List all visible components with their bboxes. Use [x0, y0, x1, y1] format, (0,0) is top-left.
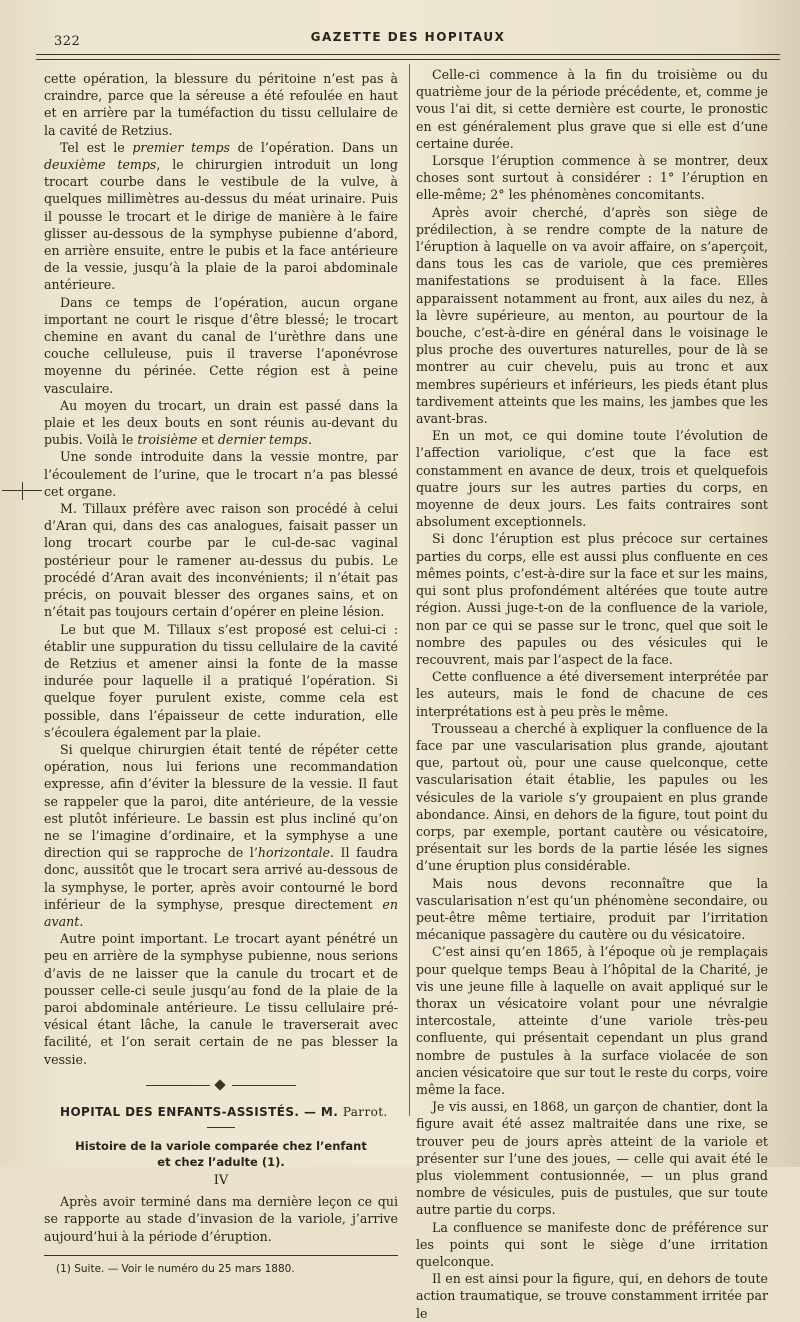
- paragraph: M. Tillaux préfère avec raison son procédé à celui d’Aran qui, dans des cas analogues, faisait passer un long trocart courbe par le cul-de-sac vaginal postérieur pour le ramener au-dessus du pubis. Le procédé d’Aran avait des inconvénients; il n’était pas précis, on pouvait blesser des organes sains, et on n’était pas toujours certain d’opérer en pleine lésion.: [44, 501, 398, 620]
- header-rule: [36, 54, 780, 60]
- section-ornament: [146, 1080, 296, 1092]
- section-author: Parrot.: [342, 1104, 388, 1119]
- paragraph: Je vis aussi, en 1868, un garçon de chantier, dont la figure avait été assez maltraitée dans une rixe, se trouver peu de jours après atteint de la variole et présenter sur l’une des joues, — celle qui avait été le plus violemment contusionnée, — un plus grand nombre de vésicules, puis de pustules, que sur toute autre partie du corps.: [416, 1099, 768, 1218]
- paragraph: Dans ce temps de l’opération, aucun organe important ne court le risque d’être blessé; le trocart chemine en avant du canal de l’urèthre dans une couche celluleuse, puis il traverse l’aponévrose moyenne du périnée. Cette région est à peine vasculaire.: [44, 294, 398, 396]
- journal-title: GAZETTE DES HOPITAUX: [310, 30, 506, 44]
- paragraph: Si donc l’éruption est plus précoce sur certaines parties du corps, elle est aussi plus confluente en ces mêmes points, c’est-à-dire sur la face et sur les mains, qui sont plus profondément altérées que toute autre région. Aussi juge-t-on de la confluence de la variole, non par ce qui se passe sur le tronc, quel que soit le nombre des papules ou des vésicules qui le recouvrent, mais par l’aspect de la face.: [416, 531, 768, 667]
- paragraph: Cette confluence a été diversement interprétée par les auteurs, mais le fond de chacune de ces interprétations est à peu près le même.: [416, 669, 768, 719]
- paragraph: Le but que M. Tillaux s’est proposé est celui-ci : établir une suppuration du tissu cellulaire de la cavité de Retzius et amener ainsi la fonte de la masse indurée pour laquelle il a pratiqué l’opération. Si quelque foyer purulent existe, comme cela est possible, dans l’épaisseur de cette induration, elle s’écoulera également par la plaie.: [44, 621, 398, 740]
- paragraph: Celle-ci commence à la fin du troisième ou du quatrième jour de la période précédente, et, comme je vous l’ai dit, si cette dernière est courte, le pronostic en est généralement plus grave que si elle est d’une certaine durée.: [416, 67, 768, 151]
- paragraph: Autre point important. Le trocart ayant pénétré un peu en arrière de la symphyse pubienne, nous serions d’avis de ne laisser que la canule du trocart et de pousser celle-ci seule jusqu’au fond de la plaie de la paroi abdominale antérieure. Le tissu cellulaire pré-vésical étant lâche, la canule le traverserait avec facilité, et l’on serait certain de ne pas blesser la vessie.: [44, 931, 398, 1067]
- paragraph: cette opération, la blessure du péritoine n’est pas à craindre, parce que la séreuse a été refoulée en haut et en arrière par la tuméfaction du tissu cellulaire de la cavité de Retzius.: [44, 71, 398, 138]
- right-column: [416, 66, 768, 1322]
- paragraph: Au moyen du trocart, un drain est passé dans la plaie et les deux bouts en sont réunis au-devant du pubis. Voilà le troisième et dernier temps.: [44, 397, 398, 448]
- paragraph: La confluence se manifeste donc de préférence sur les points qui sont le siège d’une irritation quelconque.: [416, 1219, 768, 1270]
- paragraph: Trousseau a cherché à expliquer la confluence de la face par une vascularisation plus grande, ajoutant que, partout où, pour une cause quelconque, cette vascularisation était établie, les papules ou les vésicules de la variole s’y groupaient en plus grande abondance. Ainsi, en dehors de la figure, tout point du corps, par exemple, portant cautère ou vésicatoire, présentait sur les bords de la partie lésée les signes d’une éruption plus considérable.: [416, 720, 768, 874]
- article-title: [44, 1138, 398, 1170]
- article-title-line: Histoire de la variole comparée chez l’enfant: [75, 1138, 367, 1153]
- short-rule: [207, 1127, 235, 1128]
- paragraph: Si quelque chirurgien était tenté de répéter cette opération, nous lui ferions une recommandation expresse, afin d’éviter la blessure de la vessie. Il faut se rappeler que la paroi, dite antérieure, de la vessie est plutôt inférieure. Le bassin est plus incliné qu’on ne se l’imagine d’ordinaire, et la symphyse a une direction qui se rapproche de l’horizontale. Il faudra donc, aussitôt que le trocart sera arrivé au-dessous de la symphyse, le porter, après avoir contourné le bord inférieur de la symphyse, presque directement en avant.: [44, 741, 398, 929]
- paragraph: Une sonde introduite dans la vessie montre, par l’écoulement de l’urine, que le trocart n’a pas blessé cet organe.: [44, 449, 398, 499]
- page-header: [40, 24, 776, 54]
- margin-cross-mark: [2, 482, 42, 500]
- paragraph: Après avoir cherché, d’après son siège de prédilection, à se rendre compte de la nature de l’éruption à laquelle on va avoir affaire, on s’aperçoit, dans tous les cas de variole, que ces premières manifestations se produisent à la face. Elles apparaissent notamment au front, aux ailes du nez, à la lèvre supérieure, au menton, au pourtour de la bouche, c’est-à-dire en général dans le voisinage le plus proche des ouvertures naturelles, pour de là se montrer au cuir chevelu, puis au tronc et aux membres supérieurs et inférieurs, les pieds étant plus tardivement atteints que les mains, les jambes que les avant-bras.: [416, 204, 768, 427]
- paragraph: Mais nous devons reconnaître que la vascularisation n’est qu’un phénomène secondaire, ou peut-être même tertiaire, produit par l’irritation mécanique passagère du cautère ou du vésicatoire.: [416, 875, 768, 943]
- page-number: 322: [54, 34, 81, 49]
- left-column: [44, 70, 398, 1276]
- paragraph: Lorsque l’éruption commence à se montrer, deux choses sont surtout à considérer : 1° l’éruption en elle-même; 2° les phénomènes concomitants.: [416, 153, 768, 203]
- part-number: IV: [213, 1172, 229, 1188]
- footnote-rule: [44, 1255, 398, 1256]
- paragraph: C’est ainsi qu’en 1865, à l’époque où je remplaçais pour quelque temps Beau à l’hôpital de la Charité, je vis une jeune fille à laquelle on avait appliqué sur le thorax un vésicatoire volant pour une névralgie intercostale, atteinte d’une variole très-peu confluente, qui présentait cependant un plus grand nombre de pustules à la surface violacée de son ancien vésicatoire que sur tout le reste du corps, voire même la face.: [416, 944, 768, 1097]
- paragraph: Tel est le premier temps de l’opération. Dans un deuxième temps, le chirurgien introduit un long trocart courbe dans le vestibule de la vulve, à quelques millimètres au-dessus du méat urinaire. Puis il pousse le trocart et le dirige de manière à le faire glisser au-dessous de la symphyse pubienne d’abord, en arrière ensuite, entre le pubis et la face antérieure de la vessie, jusqu’à la plaie de la paroi abdominale antérieure.: [44, 139, 398, 293]
- paragraph: Il en est ainsi pour la figure, qui, en dehors de toute action traumatique, se trouve constamment irritée par le: [416, 1271, 768, 1321]
- paragraph: En un mot, ce qui domine toute l’évolution de l’affection variolique, c’est que la face est constamment en avance de deux, trois et quelquefois quatre jours sur les autres parties du corps, en moyenne de deux jours. Les faits contraires sont absolument exceptionnels.: [416, 428, 768, 530]
- article-title-line: et chez l’adulte (1).: [157, 1154, 285, 1169]
- column-divider: [409, 64, 410, 1116]
- section-heading-text: HOPITAL DES ENFANTS-ASSISTÉS. — M.: [60, 1104, 343, 1119]
- article-intro: Après avoir terminé dans ma dernière leçon ce qui se rapporte au stade d’invasion de la variole, j’arrive aujourd’hui à la période d’éruption.: [44, 1194, 398, 1244]
- footnote: (1) Suite. — Voir le numéro du 25 mars 1880.: [56, 1262, 295, 1275]
- section-heading: [60, 1104, 398, 1121]
